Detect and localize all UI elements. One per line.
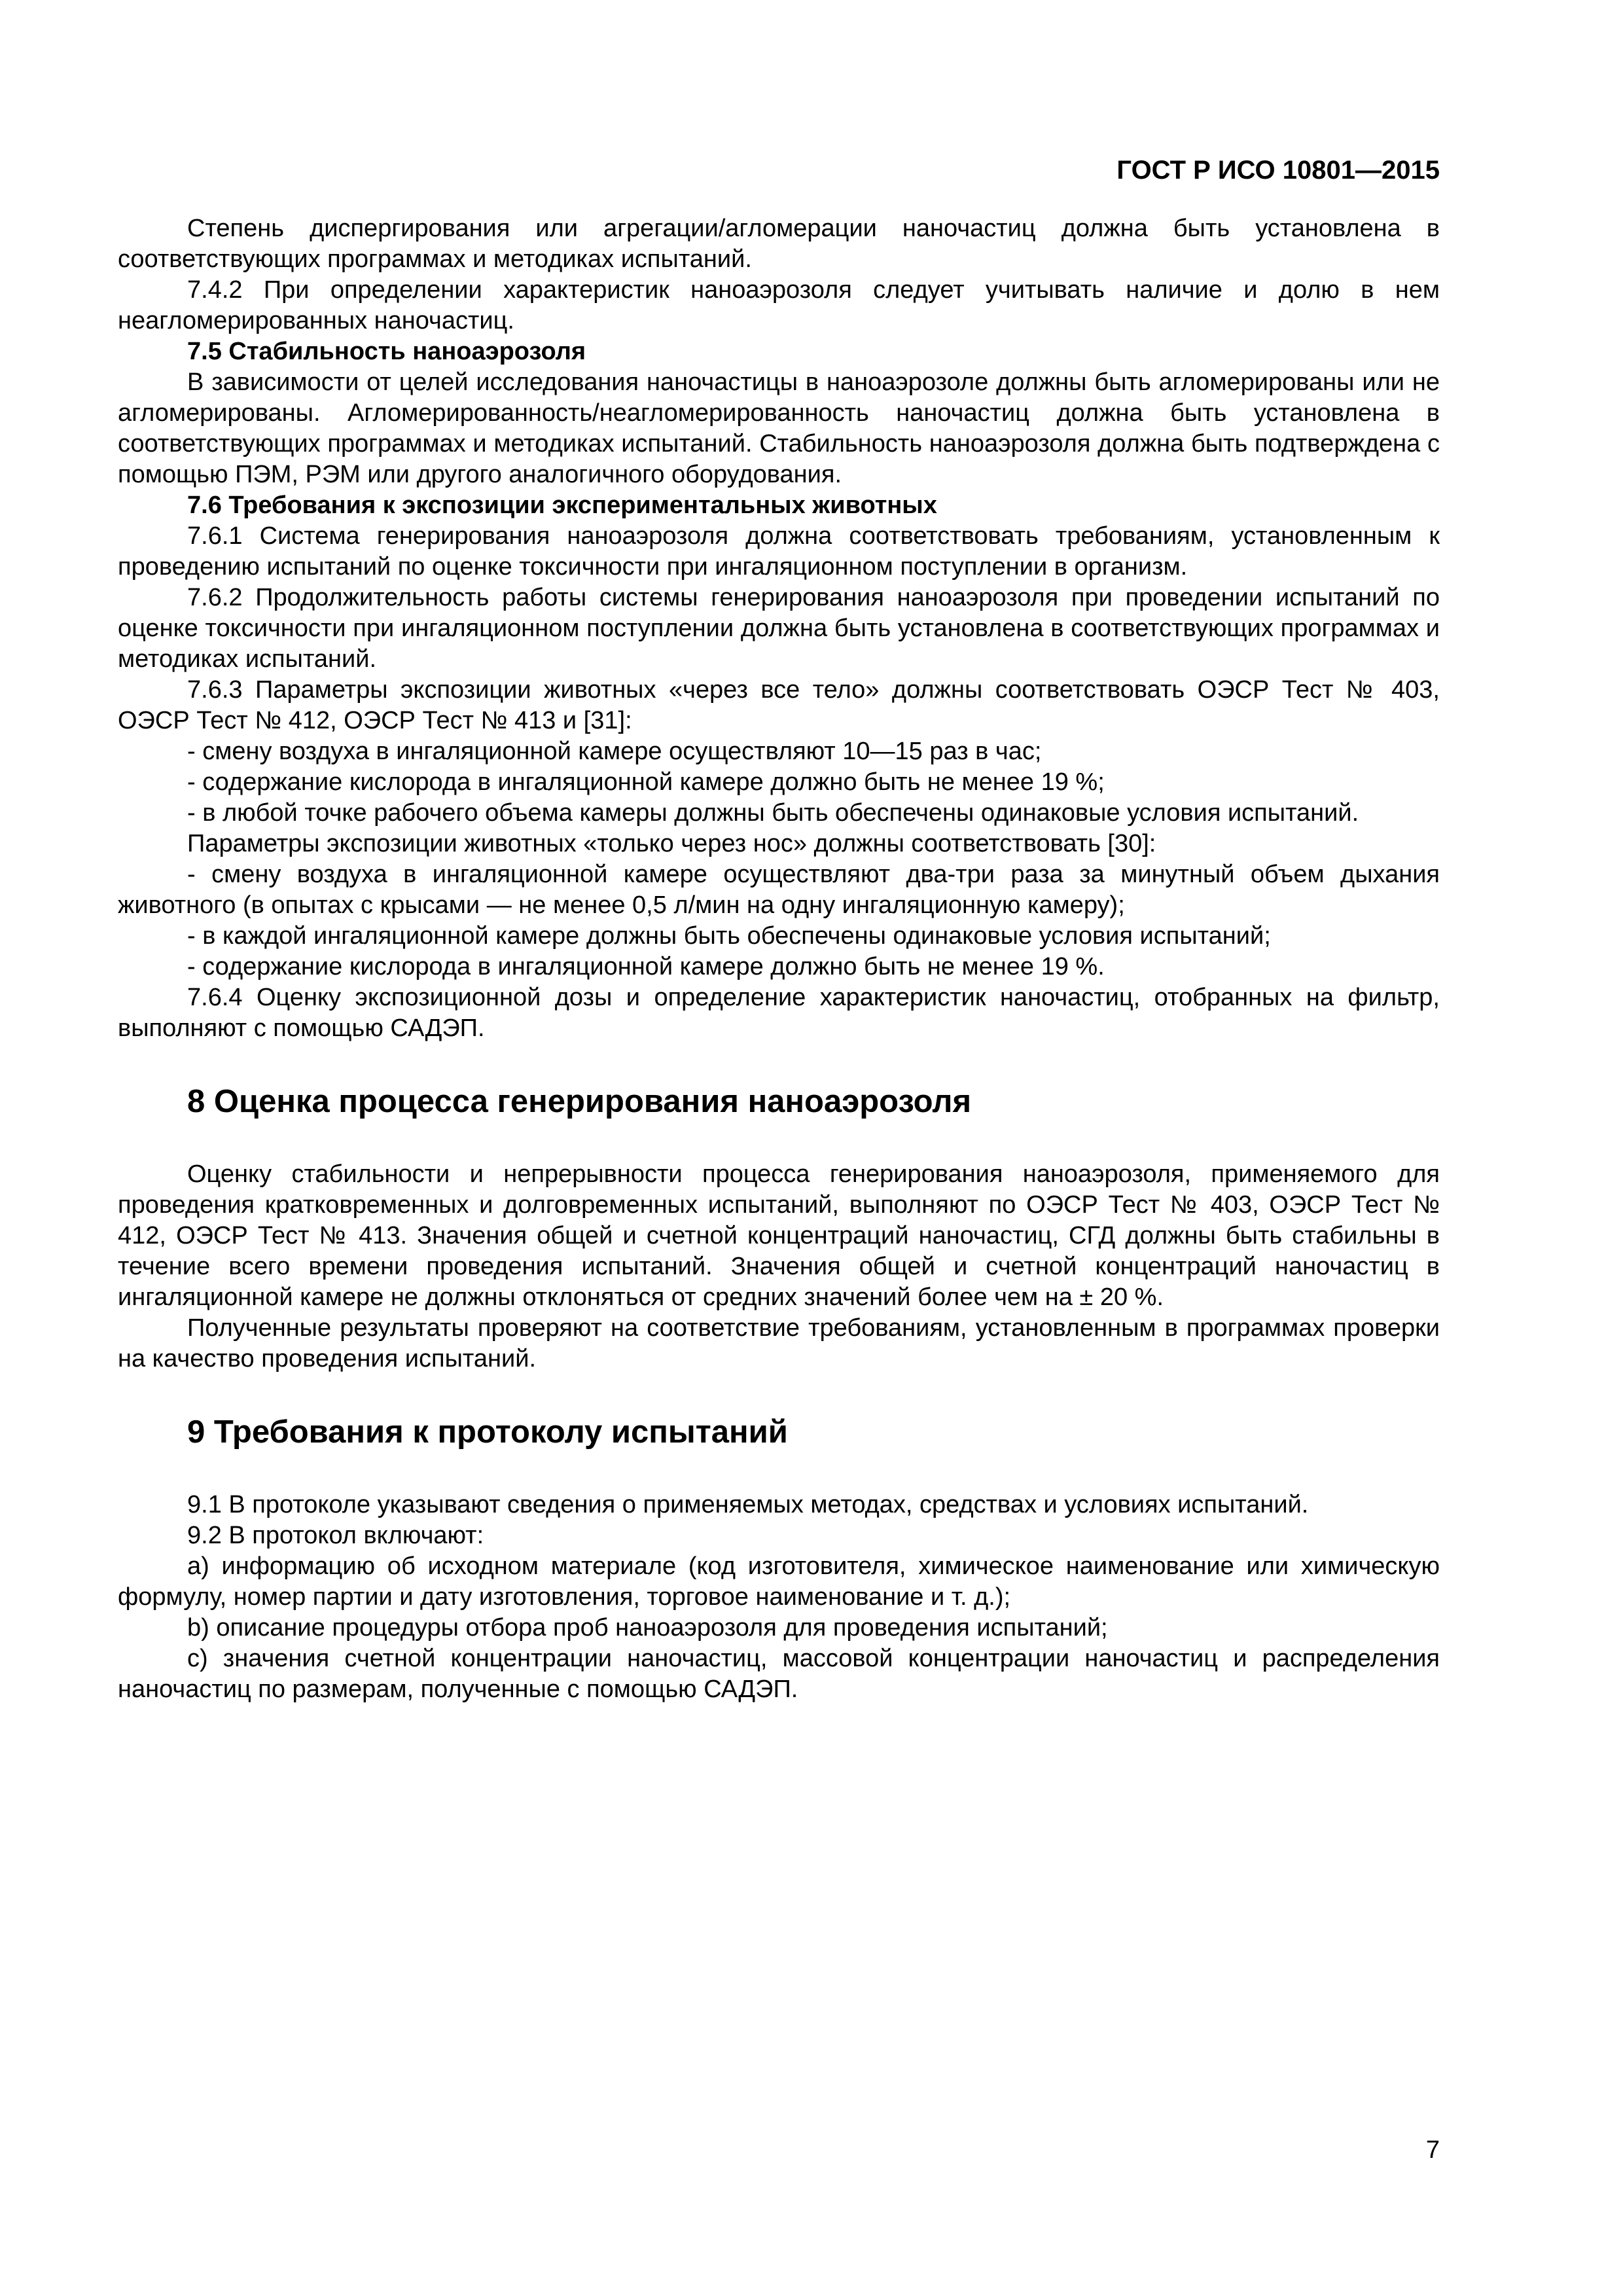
document-header: ГОСТ Р ИСО 10801—2015	[1116, 156, 1440, 185]
list-item: - в каждой ингаляционной камере должны быть обеспечены одинаковые условия испытаний;	[187, 922, 1271, 950]
section-heading-9: 9 Требования к протоколу испытаний	[187, 1414, 788, 1450]
list-item: - смену воздуха в ингаляционной камере осуществляют 10—15 раз в час;	[187, 738, 1042, 765]
paragraph-nose-only: Параметры экспозиции животных «только через нос» должны соответствовать [30]:	[187, 830, 1156, 857]
list-item: c) значения счетной концентрации наночастиц, массовой концентрации наночастиц и распределения наночастиц по размерам, полученные с помощью САДЭП.	[118, 1645, 1440, 1703]
paragraph-9-2: 9.2 В протокол включают:	[187, 1522, 484, 1549]
list-item: - в любой точке рабочего объема камеры должны быть обеспечены одинаковые условия испытаний.	[187, 799, 1359, 827]
list-item: - содержание кислорода в ингаляционной камере должно быть не менее 19 %;	[187, 768, 1105, 796]
page-number: 7	[1425, 2136, 1440, 2164]
paragraph-7-6-4: 7.6.4 Оценку экспозиционной дозы и определение характеристик наночастиц, отобранных на фильтр, выполняют с помощью САДЭП.	[118, 984, 1440, 1042]
list-item: - содержание кислорода в ингаляционной камере должно быть не менее 19 %.	[187, 953, 1105, 980]
paragraph-dispersion: Степень диспергирования или агрегации/агломерации наночастиц должна быть установлена в соответствующих программах и методиках испытаний.	[118, 215, 1440, 273]
paragraph-7-4-2: 7.4.2 При определении характеристик наноаэрозоля следует учитывать наличие и долю в нем неагломерированных наночастиц.	[118, 276, 1440, 334]
subsection-heading-7-6: 7.6 Требования к экспозиции экспериментальных животных	[187, 492, 937, 519]
document-body	[118, 213, 1440, 1705]
paragraph-7-6-3: 7.6.3 Параметры экспозиции животных «через все тело» должны соответствовать ОЭСР Тест № 403, ОЭСР Тест № 412, ОЭСР Тест № 413 и [31]:	[118, 676, 1440, 734]
list-item: b) описание процедуры отбора проб наноаэрозоля для проведения испытаний;	[187, 1614, 1108, 1641]
subsection-heading-7-5: 7.5 Стабильность наноаэрозоля	[187, 338, 586, 365]
paragraph-7-6-2: 7.6.2 Продолжительность работы системы генерирования наноаэрозоля при проведении испытаний по оценке токсичности при ингаляционном поступлении должна быть установлена в соответствующих программах и методиках испытаний.	[118, 584, 1440, 673]
paragraph-7-6-1: 7.6.1 Система генерирования наноаэрозоля должна соответствовать требованиям, установленным к проведению испытаний по оценке токсичности при ингаляционном поступлении в организм.	[118, 522, 1440, 581]
paragraph-8-b: Полученные результаты проверяют на соответствие требованиям, установленным в программах проверки на качество проведения испытаний.	[118, 1314, 1440, 1372]
list-item: а) информацию об исходном материале (код изготовителя, химическое наименование или химическую формулу, номер партии и дату изготовления, торговое наименование и т. д.);	[118, 1552, 1440, 1611]
paragraph-8-a: Оценку стабильности и непрерывности процесса генерирования наноаэрозоля, применяемого для проведения кратковременных и долговременных испытаний, выполняют по ОЭСР Тест № 403, ОЭСР Тест № 412, ОЭСР Тест № 413. Значения общей и счетной концентраций наночастиц, СГД должны быть стабильны в течение всего времени проведения испытаний. Значения общей и счетной концентраций наночастиц в ингаляционной камере не должны отклоняться от средних значений более чем на ± 20 %.	[118, 1160, 1440, 1311]
paragraph-7-5: В зависимости от целей исследования наночастицы в наноаэрозоле должны быть агломерированы или не агломерированы. Агломерированность/неагломерированность наночастиц должна быть установлена в соответствующих программах и методиках испытаний. Стабильность наноаэрозоля должна быть подтверждена с помощью ПЭМ, РЭМ или другого аналогичного оборудования.	[118, 368, 1440, 488]
paragraph-9-1: 9.1 В протоколе указывают сведения о применяемых методах, средствах и условиях испытаний.	[187, 1491, 1309, 1518]
section-heading-8: 8 Оценка процесса генерирования наноаэрозоля	[187, 1084, 972, 1119]
list-item: - смену воздуха в ингаляционной камере осуществляют два-три раза за минутный объем дыхания животного (в опытах с крысами — не менее 0,5 л/мин на одну ингаляционную камеру);	[118, 861, 1440, 919]
